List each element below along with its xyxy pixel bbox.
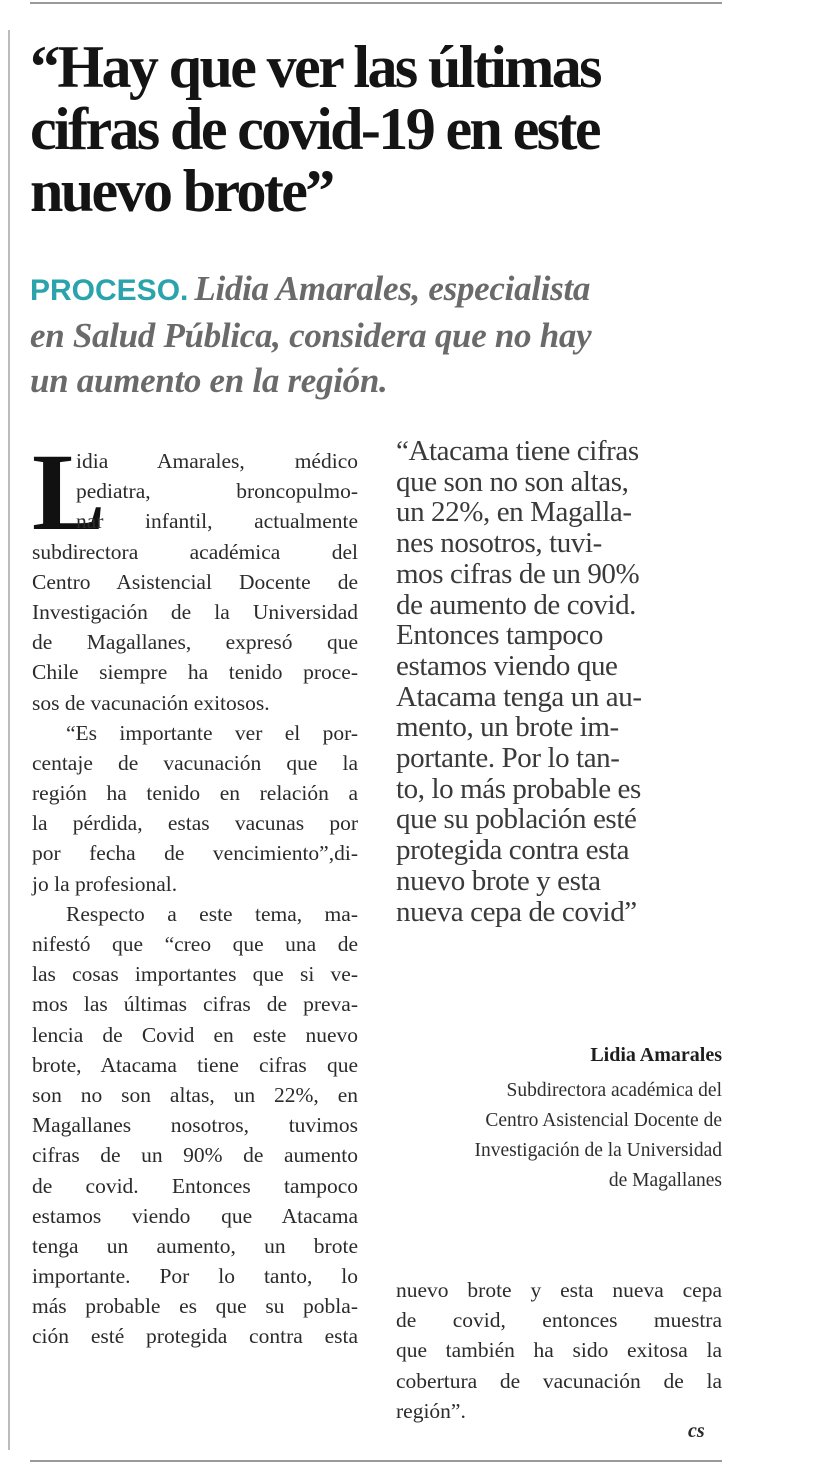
body-line: lencia de Covid en este nuevo bbox=[32, 1022, 358, 1047]
body-line: de covid. Entonces tampoco bbox=[32, 1173, 358, 1198]
role-line: Subdirectora académica del bbox=[506, 1080, 722, 1101]
body-line: de covid, entonces muestra bbox=[396, 1308, 722, 1333]
headline-line: nuevo brote” bbox=[30, 158, 333, 224]
body-line: región”. bbox=[396, 1398, 466, 1423]
headline-line: cifras de covid-19 en este bbox=[30, 96, 599, 162]
body-line: idia Amarales, médico bbox=[76, 449, 358, 473]
body-line: centaje de vacunación que la bbox=[32, 750, 358, 775]
body-line: nifestó que “creo que una de bbox=[32, 932, 358, 956]
pull-quote-line: to, lo más probable es bbox=[396, 772, 641, 805]
quote-attribution-name: Lidia Amarales bbox=[590, 1044, 722, 1066]
pull-quote bbox=[396, 436, 726, 927]
body-line: ción esté protegida contra esta bbox=[32, 1324, 358, 1349]
body-line: Centro Asistencial Docente de bbox=[32, 569, 358, 594]
body-line: más probable es que su pobla- bbox=[32, 1294, 358, 1319]
body-line: las cosas importantes que si ve- bbox=[32, 962, 358, 987]
pull-quote-line: nuevo brote y esta bbox=[396, 864, 601, 897]
role-line: de Magallanes bbox=[608, 1170, 722, 1191]
role-line: Investigación de la Universidad bbox=[474, 1140, 722, 1161]
bottom-rule bbox=[30, 1460, 722, 1462]
body-line: de Magallanes, expresó que bbox=[32, 630, 358, 655]
quote-attribution-role bbox=[396, 1076, 722, 1196]
deck-line: en Salud Pública, considera que no hay bbox=[30, 316, 592, 355]
headline-line: “Hay que ver las últimas bbox=[30, 34, 600, 100]
body-line: tenga un aumento, un brote bbox=[32, 1233, 358, 1258]
deck-text: Lidia Amarales, especialista bbox=[194, 269, 591, 308]
pull-quote-line: estamos viendo que bbox=[396, 649, 618, 682]
left-column-rule bbox=[8, 30, 10, 1450]
body-line: brote, Atacama tiene cifras que bbox=[32, 1052, 358, 1077]
body-line: estamos viendo que Atacama bbox=[32, 1203, 358, 1228]
body-line: Chile siempre ha tenido proce- bbox=[32, 660, 358, 685]
body-line: pediatra, broncopulmo- bbox=[76, 479, 358, 504]
pull-quote-line: Entonces tampoco bbox=[396, 619, 604, 652]
pull-quote-line: que su población esté bbox=[396, 803, 637, 836]
section-kicker: PROCESO. bbox=[30, 274, 189, 307]
body-line: Respecto a este tema, ma- bbox=[66, 901, 358, 926]
end-of-article-mark: cs bbox=[688, 1420, 705, 1442]
pull-quote-line: que son no son altas, bbox=[396, 465, 629, 498]
pull-quote-line: un 22%, en Magalla- bbox=[396, 496, 632, 529]
body-line: “Es importante ver el por- bbox=[66, 720, 358, 745]
pull-quote-line: Atacama tenga un au- bbox=[396, 680, 642, 713]
body-line: jo la profesional. bbox=[32, 871, 178, 896]
pull-quote-line: mento, un brote im- bbox=[396, 711, 619, 744]
body-line: son no son altas, un 22%, en bbox=[32, 1082, 358, 1107]
article-headline bbox=[30, 36, 730, 222]
article-body-column bbox=[32, 431, 358, 1352]
body-line: sos de vacunación exitosos. bbox=[32, 690, 270, 715]
body-line: Magallanes nosotros, tuvimos bbox=[32, 1113, 358, 1138]
pull-quote-line: “Atacama tiene cifras bbox=[396, 435, 639, 467]
body-line: Investigación de la Universidad bbox=[32, 599, 358, 624]
body-line: nar infantil, actualmente bbox=[76, 509, 358, 534]
pull-quote-line: portante. Por lo tan- bbox=[396, 742, 620, 775]
pull-quote-line: protegida contra esta bbox=[396, 834, 630, 867]
body-line: subdirectora académica del bbox=[32, 539, 358, 564]
pull-quote-line: de aumento de covid. bbox=[396, 588, 637, 621]
body-line: importante. Por lo tanto, lo bbox=[32, 1264, 358, 1289]
top-rule bbox=[30, 2, 722, 4]
body-line: cifras de un 90% de aumento bbox=[32, 1143, 358, 1168]
pull-quote-line: mos cifras de un 90% bbox=[396, 557, 640, 590]
deck-line bbox=[30, 266, 730, 313]
body-line: la pérdida, estas vacunas por bbox=[32, 811, 358, 836]
body-line: cobertura de vacunación de la bbox=[396, 1368, 722, 1393]
article-deck bbox=[30, 266, 730, 403]
pull-quote-line: nes nosotros, tuvi- bbox=[396, 527, 602, 560]
body-line: nuevo brote y esta nueva cepa bbox=[396, 1278, 722, 1302]
drop-cap: L bbox=[32, 431, 106, 553]
body-line: región ha tenido en relación a bbox=[32, 781, 358, 806]
pull-quote-line: nueva cepa de covid” bbox=[396, 895, 637, 928]
role-line: Centro Asistencial Docente de bbox=[485, 1110, 722, 1131]
body-line: que también ha sido exitosa la bbox=[396, 1338, 722, 1363]
body-line: por fecha de vencimiento”,di- bbox=[32, 841, 358, 866]
article-continuation bbox=[396, 1275, 722, 1426]
deck-line: un aumento en la región. bbox=[30, 361, 388, 400]
body-line: mos las últimas cifras de preva- bbox=[32, 992, 358, 1017]
